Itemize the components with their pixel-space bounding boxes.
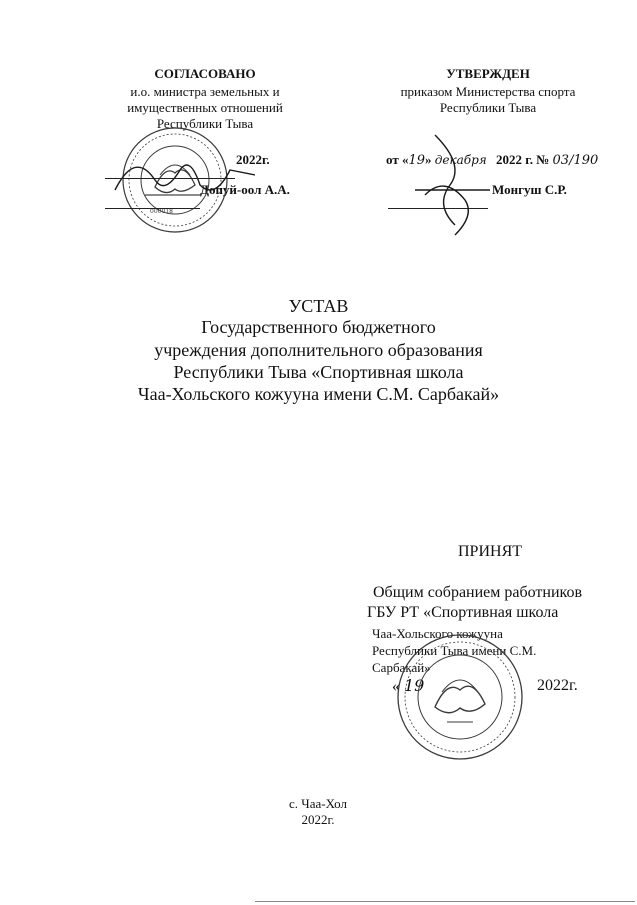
left-date: 2022г. [236, 152, 270, 167]
footer-city: с. Чаа-Хол [289, 796, 347, 811]
footer-year: 2022г. [301, 812, 335, 827]
right-signature [395, 125, 505, 245]
left-date-line [105, 166, 235, 179]
accepted-line-3: Чаа-Хольского кожууна [372, 626, 503, 641]
accepted-date-open: « [392, 678, 400, 695]
right-heading: УТВЕРЖДЕН [446, 66, 530, 81]
right-date-day: 19 [408, 153, 426, 168]
right-line-2: Республики Тыва [439, 100, 537, 115]
accepted-heading: ПРИНЯТ [458, 543, 523, 560]
title-line-2: Государственного бюджетного [201, 317, 436, 337]
right-date-mid: » [425, 152, 432, 167]
title-line-4: Республики Тыва «Спортивная школа [173, 362, 464, 382]
right-line-1: приказом Министерства спорта [400, 84, 576, 99]
right-order-number: 03/190 [552, 153, 599, 168]
accepted-line-5: Сарбакай» [372, 660, 431, 675]
accepted-line-4: Республики Тыва имени С.М. [372, 643, 537, 658]
left-line-3: Республики Тыва [156, 116, 254, 131]
left-line-2: имущественных отношений [127, 100, 283, 115]
accepted-line-1: Общим собранием работников [373, 584, 583, 601]
right-date-month: декабря [434, 153, 487, 167]
accepted-date-day: 19 [404, 676, 425, 695]
accepted-stamp-seal [395, 632, 525, 762]
left-heading: СОГЛАСОВАНО [154, 66, 256, 81]
left-sign-line [105, 196, 200, 209]
title-line-1: УСТАВ [288, 296, 349, 316]
right-date-year: 2022 г. № [496, 152, 550, 167]
svg-text:000018: 000018 [150, 208, 173, 215]
title-line-3: учреждения дополнительного образования [154, 340, 483, 360]
title-line-5: Чаа-Хольского кожууна имени С.М. Сарбакай» [137, 384, 500, 404]
accepted-line-2: ГБУ РТ «Спортивная школа [367, 604, 559, 621]
right-date-prefix: от « [386, 152, 409, 167]
accepted-date-year: 2022г. [537, 677, 578, 694]
left-signatory: Допуй-оол А.А. [200, 182, 290, 197]
left-line-1: и.о. министра земельных и [130, 84, 280, 99]
scan-edge-line [255, 901, 635, 902]
right-signatory: Монгуш С.Р. [492, 182, 567, 197]
